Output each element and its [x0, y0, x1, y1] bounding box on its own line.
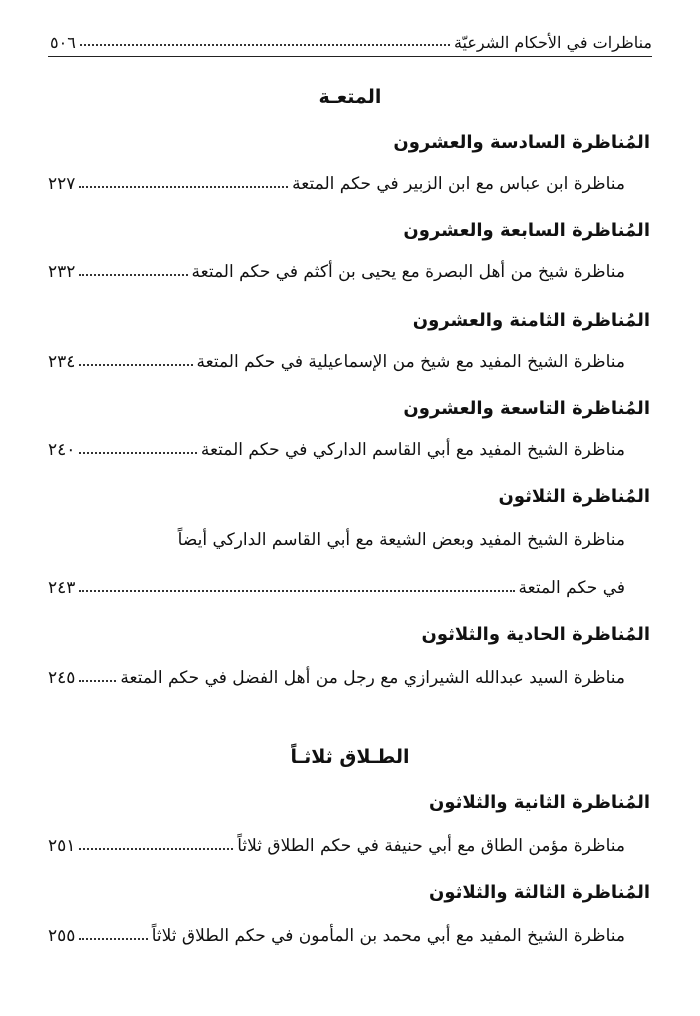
toc-entry[interactable]: [48, 262, 625, 282]
toc-entry[interactable]: [48, 578, 625, 598]
entry-page-number: ٢٣٤: [48, 352, 76, 372]
entry-text: في حكم المتعة: [518, 578, 625, 598]
header-dot-leader: [80, 44, 450, 46]
toc-entry[interactable]: [48, 668, 625, 688]
entry-page-number: ٢٤٥: [48, 668, 76, 688]
entry-text: مناظرة الشيخ المفيد مع أبي محمد بن المأمون في حكم الطلاق ثلاثاً: [151, 926, 625, 946]
toc-entry[interactable]: [48, 352, 625, 372]
dot-leader: [79, 848, 233, 850]
dot-leader: [79, 364, 192, 366]
debate-heading: المُناظرة السابعة والعشرون: [403, 220, 650, 241]
entry-page-number: ٢٥٥: [48, 926, 76, 946]
header-page-number: ٥٠٦: [50, 33, 76, 52]
dot-leader: [79, 938, 147, 940]
entry-text: مناظرة شيخ من أهل البصرة مع يحيى بن أكثم في حكم المتعة: [191, 262, 625, 282]
header-book-title: مناظرات في الأحكام الشرعيّة: [453, 33, 652, 52]
entry-text: مناظرة الشيخ المفيد مع أبي القاسم الداركي في حكم المتعة: [200, 440, 625, 460]
toc-entry[interactable]: [48, 174, 625, 194]
running-header: [48, 28, 652, 57]
dot-leader: [79, 274, 187, 276]
debate-heading: المُناظرة السادسة والعشرون: [393, 132, 650, 153]
debate-heading: المُناظرة الثلاثون: [498, 486, 650, 507]
entry-page-number: ٢٥١: [48, 836, 76, 856]
entry-text: مناظرة ابن عباس مع ابن الزبير في حكم المتعة: [292, 174, 625, 194]
section-title-mutah: المتعـة: [318, 86, 382, 108]
debate-heading: المُناظرة الثانية والثلاثون: [428, 792, 650, 813]
dot-leader: [79, 452, 196, 454]
debate-heading: المُناظرة الثامنة والعشرون: [412, 310, 650, 331]
entry-page-number: ٢٤٣: [48, 578, 76, 598]
toc-entry[interactable]: [48, 926, 625, 946]
toc-entry[interactable]: [48, 440, 625, 460]
entry-page-number: ٢٢٧: [48, 174, 76, 194]
toc-entry[interactable]: [48, 836, 625, 856]
entry-text: مناظرة مؤمن الطاق مع أبي حنيفة في حكم الطلاق ثلاثاً: [237, 836, 625, 856]
entry-page-number: ٢٤٠: [48, 440, 76, 460]
dot-leader: [79, 186, 288, 188]
entry-text-line: مناظرة الشيخ المفيد وبعض الشيعة مع أبي القاسم الداركي أيضاً: [177, 530, 625, 550]
entry-text: مناظرة السيد عبدالله الشيرازي مع رجل من أهل الفضل في حكم المتعة: [120, 668, 625, 688]
dot-leader: [79, 680, 116, 682]
debate-heading: المُناظرة الحادية والثلاثون: [421, 624, 650, 645]
dot-leader: [79, 590, 514, 592]
entry-text: مناظرة الشيخ المفيد مع شيخ من الإسماعيلية في حكم المتعة: [196, 352, 625, 372]
entry-page-number: ٢٣٢: [48, 262, 76, 282]
section-title-triple-divorce: الطـلاق ثلاثـاً: [290, 746, 410, 768]
debate-heading: المُناظرة التاسعة والعشرون: [403, 398, 650, 419]
debate-heading: المُناظرة الثالثة والثلاثون: [428, 882, 650, 903]
